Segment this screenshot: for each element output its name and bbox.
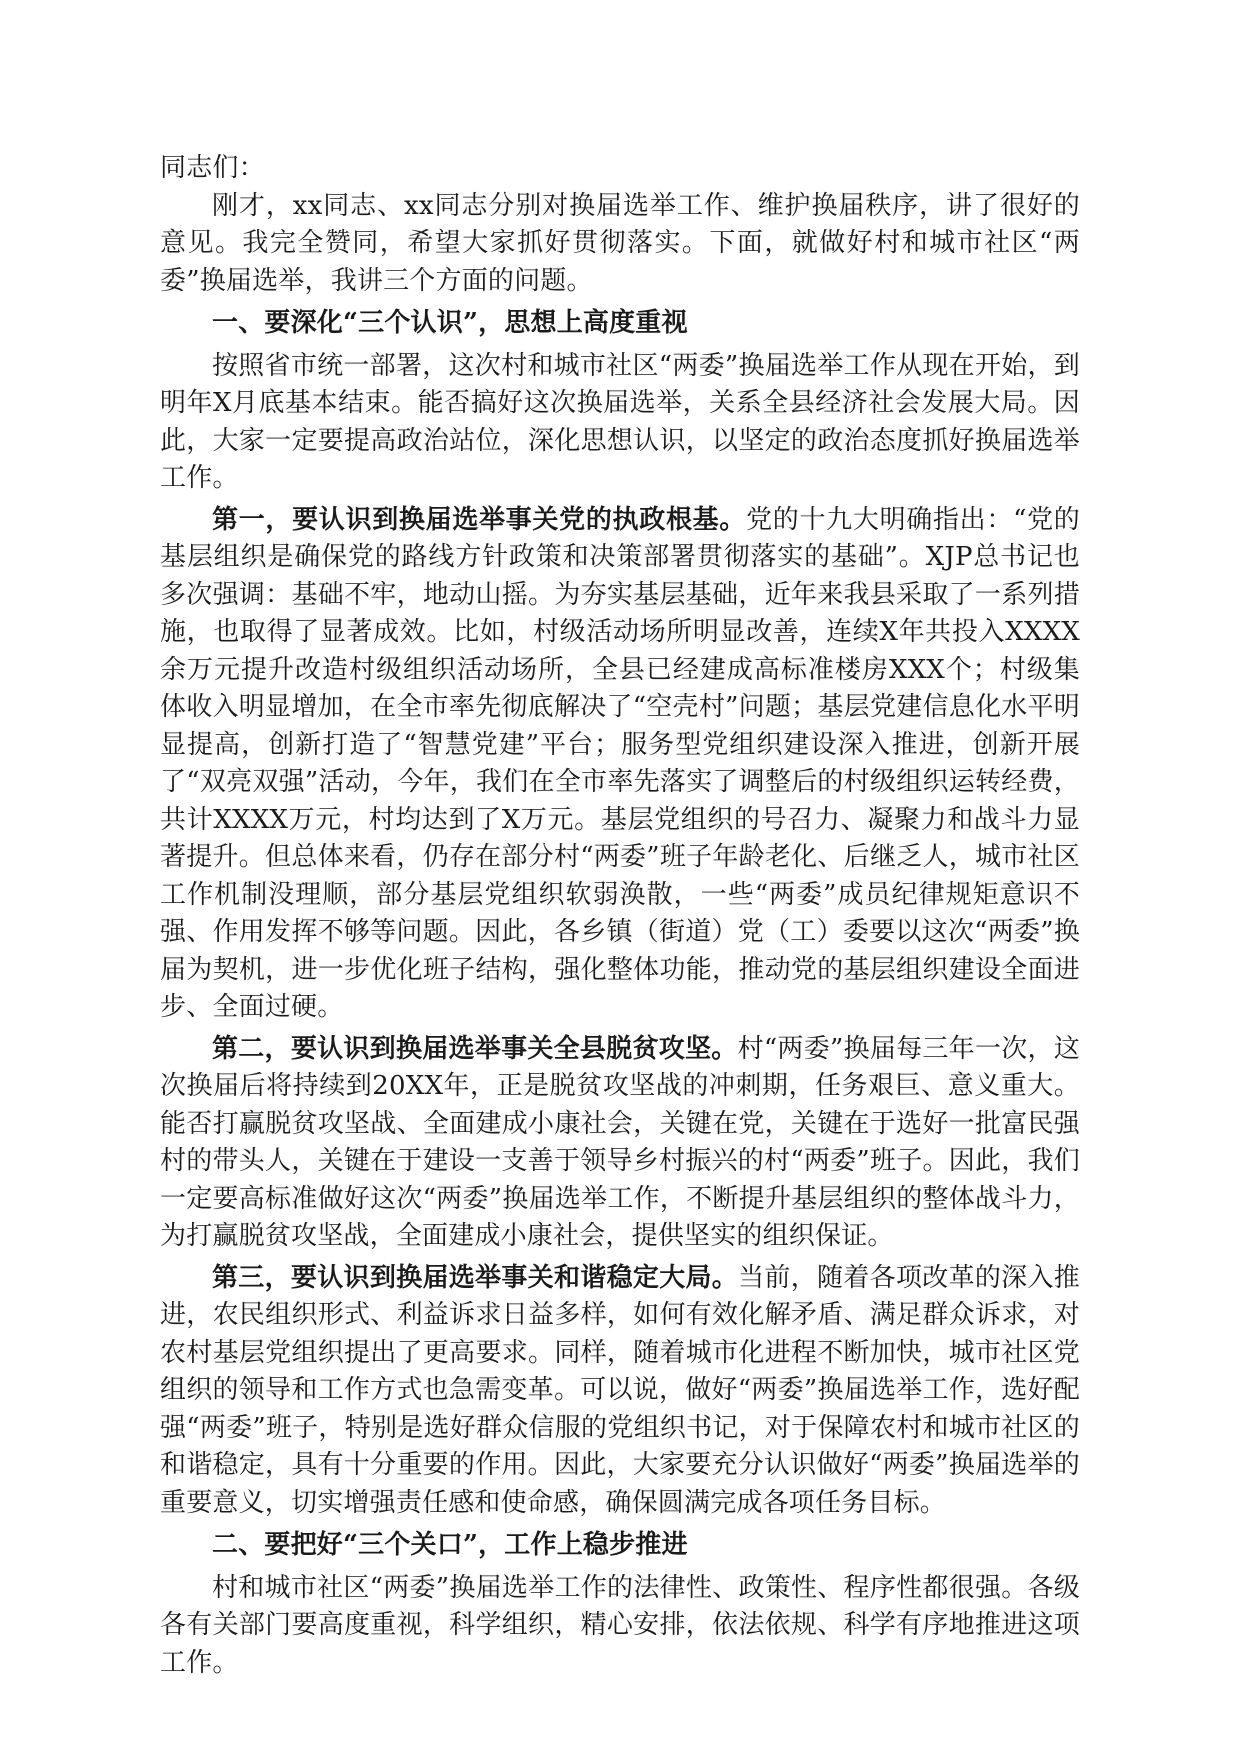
point-2-body: 村“两委”换届每三年一次，这次换届后将持续到20XX年，正是脱贫攻坚战的冲刺期，任务艰巨、意义重大。能否打赢脱贫攻坚战、全面建成小康社会，关键在党，关键在于选好一批富民强村的带头人，关键在于建设一支善于领导乡村振兴的村“两委”班子。因此，我们一定要高标准做好这次“两委”换届选举工作，不断提升基层组织的整体战斗力，为打赢脱贫攻坚战，全面建成小康社会，提供坚实的组织保证。 [160, 1033, 1080, 1251]
point-1-lead: 第一，要认识到换届选举事关党的执政根基。 [212, 504, 747, 535]
section-1-heading: 一、要深化“三个认识”，思想上高度重视 [212, 308, 688, 338]
point-1-body: 党的十九大明确指出：“党的基层组织是确保党的路线方针政策和决策部署贯彻落实的基础”。XJP总书记也多次强调：基础不牢，地动山摇。为夯实基层基础，近年来我县采取了一系列措施，也取得了显著成效。比如，村级活动场所明显改善，连续X年共投入XXXX余万元提升改造村级组织活动场所，全县已经建成高标准楼房XXX个；村级集体收入明显增加，在全市率先彻底解决了“空壳村”问题；基层党建信息化水平明显提高，创新打造了“智慧党建”平台；服务型党组织建设深入推进，创新开展了“双亮双强”活动，今年，我们在全市率先落实了调整后的村级组织运转经费，共计XXXX万元，村均达到了X万元。基层党组织的号召力、凝聚力和战斗力显著提升。但总体来看，仍存在部分村“两委”班子年龄老化、后继乏人，城市社区工作机制没理顺，部分基层党组织软弱涣散，一些“两委”成员纪律规矩意识不强、作用发挥不够等问题。因此，各乡镇（街道）党（工）委要以这次“两委”换届为契机，进一步优化班子结构，强化整体功能，推动党的基层组织建设全面进步、全面过硬。 [160, 504, 1080, 1022]
point-3-body: 当前，随着各项改革的深入推进，农民组织形式、利益诉求日益多样，如何有效化解矛盾、满足群众诉求，对农村基层党组织提出了更高要求。同样，随着城市化进程不断加快，城市社区党组织的领导和工作方式也急需变革。可以说，做好“两委”换届选举工作，选好配强“两委”班子，特别是选好群众信服的党组织书记，对于保障农村和城市社区的和谐稳定，具有十分重要的作用。因此，大家要充分认识做好“两委”换届选举的重要意义，切实增强责任感和使命感，确保圆满完成各项任务目标。 [160, 1262, 1080, 1518]
document-page [160, 150, 1080, 1682]
point-1-paragraph [160, 502, 1080, 1027]
greeting: 同志们： [160, 153, 265, 183]
point-3-paragraph [160, 1260, 1080, 1523]
section-2-paragraph: 村和城市社区“两委”换届选举工作的法律性、政策性、程序性都很强。各级各有关部门要高度重视，科学组织，精心安排，依法依规、科学有序地推进这项工作。 [160, 1572, 1080, 1678]
section-1-paragraph: 按照省市统一部署，这次村和城市社区“两委”换届选举工作从现在开始，到明年X月底基本结束。能否搞好这次换届选举，关系全县经济社会发展大局。因此，大家一定要提高政治站位，深化思想认识，以坚定的政治态度抓好换届选举工作。 [160, 350, 1080, 493]
point-2-lead: 第二，要认识到换届选举事关全县脱贫攻坚。 [212, 1033, 738, 1064]
section-2-heading: 二、要把好“三个关口”，工作上稳步推进 [212, 1530, 688, 1560]
intro-paragraph: 刚才，xx同志、xx同志分别对换届选举工作、维护换届秩序，讲了很好的意见。我完全赞同，希望大家抓好贯彻落实。下面，就做好村和城市社区“两委”换届选举，我讲三个方面的问题。 [160, 190, 1080, 296]
point-2-paragraph [160, 1031, 1080, 1256]
point-3-lead: 第三，要认识到换届选举事关和谐稳定大局。 [212, 1262, 739, 1293]
